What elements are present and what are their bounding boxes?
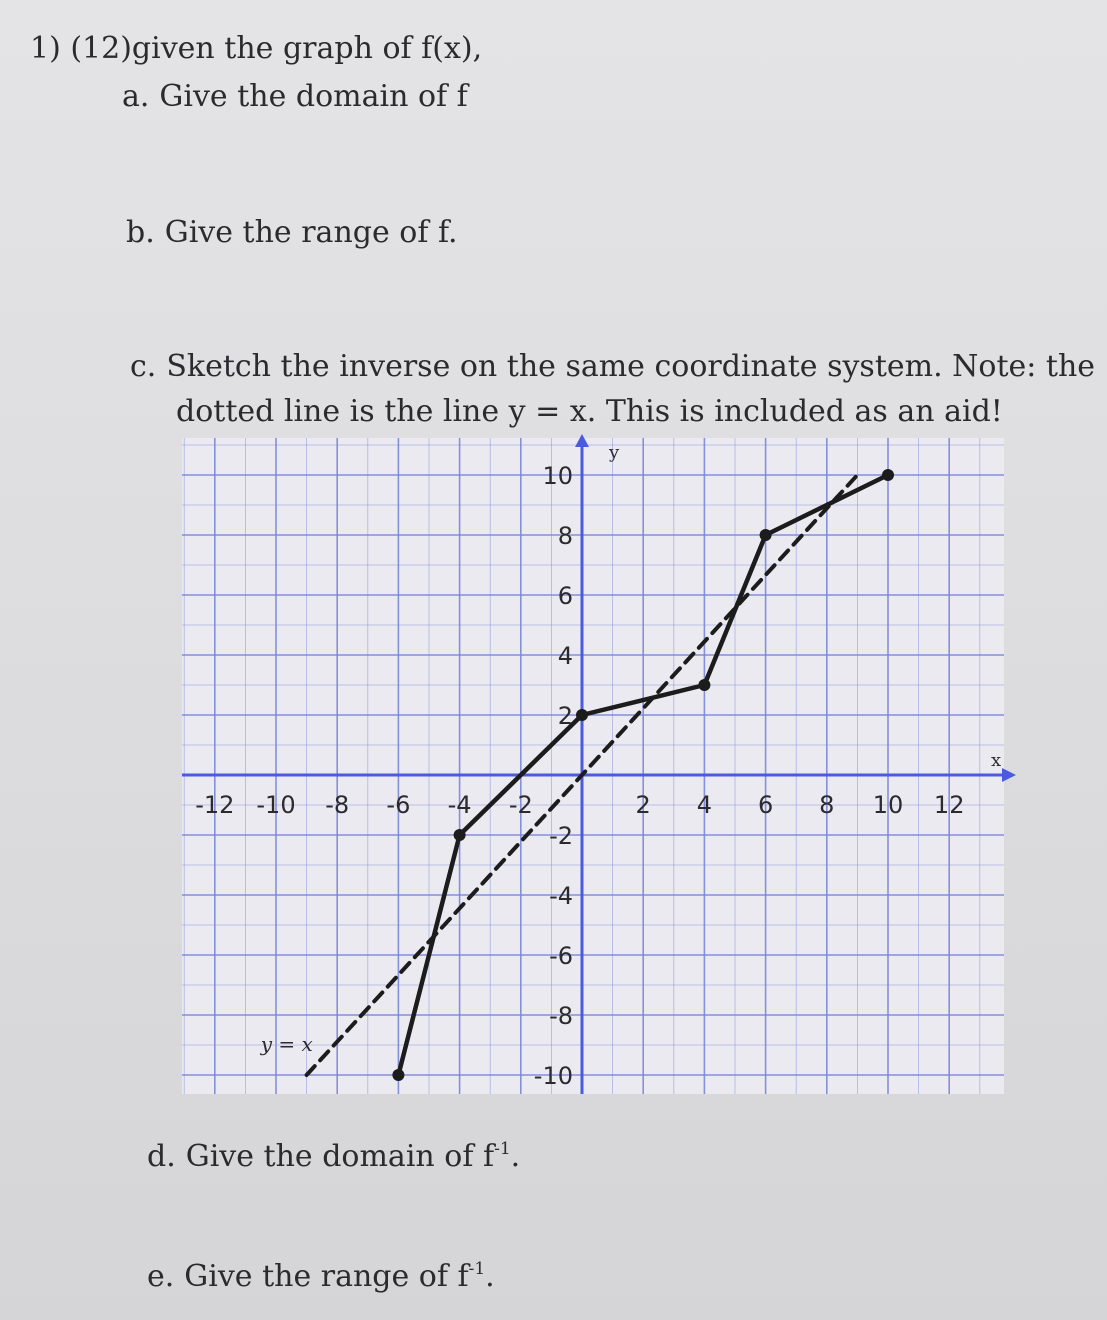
part-e [147, 1261, 495, 1292]
part-e-superscript: -1 [468, 1259, 486, 1279]
y-tick-label: 10 [542, 462, 573, 490]
part-e-label: e. [147, 1259, 175, 1294]
part-e-suffix: . [485, 1259, 495, 1294]
x-tick-label: 4 [696, 791, 713, 819]
part-a-text: Give the domain of f [159, 79, 468, 114]
y-tick-label: 2 [557, 702, 573, 730]
x-tick-label: -8 [325, 791, 350, 819]
data-point [576, 709, 588, 721]
y-tick-label: -6 [549, 942, 573, 970]
part-d-label: d. [147, 1139, 176, 1174]
y-tick-label: -4 [549, 882, 573, 910]
data-point [454, 829, 466, 841]
question-number: 1) [30, 31, 61, 66]
data-point [392, 1069, 404, 1081]
annotation-label: y = x [260, 1032, 313, 1056]
x-axis-arrow [1002, 768, 1016, 782]
x-tick-label: -6 [386, 791, 411, 819]
x-tick-label: 6 [757, 791, 774, 819]
question-header-text: (12)given the graph of f(x), [70, 31, 483, 66]
x-tick-label: 2 [635, 791, 651, 819]
x-tick-label: 12 [933, 791, 965, 819]
y-tick-label: 6 [557, 582, 573, 610]
y-tick-label: -10 [533, 1062, 573, 1090]
y-tick-label: -8 [549, 1002, 573, 1030]
x-axis-label: x [991, 750, 1002, 771]
data-point [760, 529, 772, 541]
graph-background [182, 438, 1004, 1094]
part-d [147, 1141, 520, 1172]
y-tick-label: 4 [557, 642, 573, 670]
part-e-text: Give the range of f [184, 1259, 469, 1294]
part-d-text: Give the domain of f [185, 1139, 495, 1174]
x-tick-label: 8 [819, 791, 835, 819]
part-a-label: a. [122, 79, 150, 114]
data-point [882, 469, 894, 481]
part-c-text-line1: Sketch the inverse on the same coordinate system. Note: the [166, 349, 1096, 384]
part-c-text-line2: dotted line is the line y = x. This is included as an aid! [176, 394, 1003, 429]
y-axis-label: y [609, 442, 620, 463]
data-point [698, 679, 710, 691]
x-tick-label: -10 [256, 791, 296, 819]
part-b-text: Give the range of f. [164, 215, 458, 250]
y-tick-label: -2 [549, 822, 573, 850]
x-tick-label: 10 [872, 791, 904, 819]
y-tick-label: 8 [557, 522, 573, 550]
part-b-label: b. [126, 215, 155, 250]
x-tick-label: -4 [447, 791, 472, 819]
part-d-superscript: -1 [494, 1139, 511, 1159]
part-c-label: c. [130, 349, 157, 384]
x-tick-label: -12 [195, 791, 235, 819]
x-tick-label: -2 [508, 791, 533, 819]
part-d-suffix: . [510, 1139, 521, 1174]
